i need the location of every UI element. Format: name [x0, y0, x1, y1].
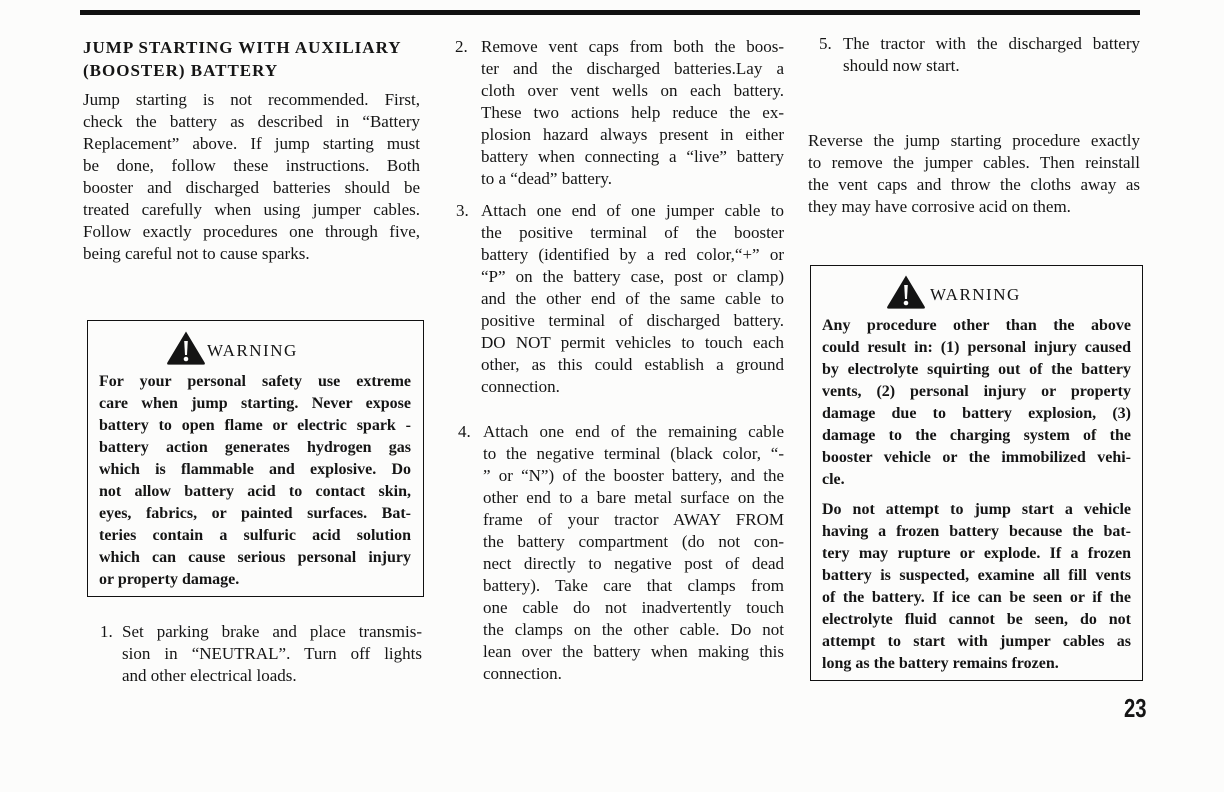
closing-paragraph — [808, 130, 1140, 218]
step-3-text — [481, 200, 784, 398]
intro-paragraph-line: Jump starting is not recommended. First, — [83, 90, 420, 109]
step-4-text — [483, 421, 784, 685]
warning-box-procedure — [810, 265, 1143, 681]
step-1-text-line: sion in “NEUTRAL”. Turn off lights — [122, 644, 422, 663]
section-heading-line: (BOOSTER) BATTERY — [83, 61, 279, 80]
intro-paragraph-line: Replacement” above. If jump starting must — [83, 134, 420, 153]
step-5-text — [843, 33, 1140, 77]
step-1-text-line: and other electrical loads. — [122, 666, 297, 685]
warning-text-line: by electrolyte squirting out of the battery — [822, 361, 1131, 378]
warning-label: WARNING — [930, 285, 1021, 304]
step-number: 1. — [100, 622, 113, 641]
step-2-text-line: to a “dead” battery. — [481, 169, 613, 188]
step-4-text-line: nect directly to negative post of dead — [483, 554, 784, 573]
step-4-text-line: other end to a bare metal surface on the — [483, 488, 784, 507]
warning-text — [99, 371, 411, 591]
step-4-text-line: ” or “N”) of the booster battery, and the — [483, 466, 784, 485]
warning-text-line: long as the battery remains frozen. — [822, 655, 1059, 672]
warning-text-line: battery is suspected, examine all fill vents — [822, 567, 1131, 584]
warning-text-line: booster vehicle or the immobilized vehi- — [822, 449, 1131, 466]
header-rule — [80, 10, 1140, 15]
step-number: 5. — [819, 34, 832, 53]
step-number: 2. — [455, 37, 468, 56]
step-4-text-line: connection. — [483, 664, 562, 683]
section-heading-line: JUMP STARTING WITH AUXILIARY — [83, 38, 402, 57]
step-2-text-line: Remove vent caps from both the boos- — [481, 37, 784, 56]
warning-text-line: battery action generates hydrogen gas — [99, 439, 411, 456]
step-4-text-line: frame of your tractor AWAY FROM — [483, 510, 784, 529]
intro-paragraph-line: booster and discharged batteries should be — [83, 178, 420, 197]
step-3-text-line: “P” on the battery case, post or clamp) — [481, 267, 784, 286]
warning-text-line: damage to the charging system of the — [822, 427, 1131, 444]
warning-text — [822, 499, 1131, 675]
closing-paragraph-line: they may have corrosive acid on them. — [808, 197, 1071, 216]
step-number: 3. — [456, 201, 469, 220]
closing-paragraph-line: to remove the jumper cables. Then reinstall — [808, 153, 1140, 172]
warning-text-line: attempt to start with jumper cables as — [822, 633, 1131, 650]
step-3-text-line: other, as this could establish a ground — [481, 355, 784, 374]
warning-text-line: of the battery. If ice can be seen or if the — [822, 589, 1131, 606]
step-1-text — [122, 621, 422, 687]
warning-text-line: cle. — [822, 471, 845, 488]
page-number: 23 — [1124, 693, 1147, 723]
intro-paragraph-line: be done, follow these instructions. Both — [83, 156, 420, 175]
step-3-text-line: DO NOT permit vehicles to touch each — [481, 333, 784, 352]
warning-text-line: or property damage. — [99, 571, 240, 588]
step-4-text-line: to the negative terminal (black color, “- — [483, 444, 784, 463]
warning-text-line: not allow battery acid to contact skin, — [99, 483, 411, 500]
step-4-text-line: Attach one end of the remaining cable — [483, 422, 784, 441]
warning-text-line: teries contain a sulfuric acid solution — [99, 527, 411, 544]
step-4-text-line: lean over the battery when making this — [483, 642, 784, 661]
step-2-text-line: ter and the discharged batteries.Lay a — [481, 59, 784, 78]
section-heading — [83, 36, 423, 82]
step-2-text — [481, 36, 784, 190]
step-4-text-line: battery). Take care that clamps from — [483, 576, 784, 595]
warning-text-line: Any procedure other than the above — [822, 317, 1131, 334]
step-4-text-line: one cable do not inadvertently touch — [483, 598, 784, 617]
intro-paragraph-line: check the battery as described in “Battery — [83, 112, 420, 131]
step-5-text-line: The tractor with the discharged battery — [843, 34, 1140, 53]
step-2-text-line: These two actions help reduce the ex- — [481, 103, 784, 122]
warning-text-line: tery may rupture or explode. If a frozen — [822, 545, 1131, 562]
warning-text-line: which can cause serious personal injury — [99, 549, 411, 566]
warning-text-line: Do not attempt to jump start a vehicle — [822, 501, 1131, 518]
warning-text-line: damage due to battery explosion, (3) — [822, 405, 1131, 422]
closing-paragraph-line: the vent caps and throw the cloths away as — [808, 175, 1140, 194]
step-3-text-line: battery (identified by a red color,“+” or — [481, 245, 784, 264]
step-3-text-line: connection. — [481, 377, 560, 396]
warning-label: WARNING — [207, 341, 298, 360]
closing-paragraph-line: Reverse the jump starting procedure exactly — [808, 131, 1140, 150]
warning-box-personal-safety — [87, 320, 424, 597]
step-2-text-line: plosion hazard always present in either — [481, 125, 784, 144]
warning-text-line: battery to open flame or electric spark - — [99, 417, 411, 434]
warning-text-line: could result in: (1) personal injury caused — [822, 339, 1131, 356]
step-4-text-line: the clamps on the other cable. Do not — [483, 620, 784, 639]
intro-paragraph — [83, 89, 420, 265]
warning-text-line: For your personal safety use extreme — [99, 373, 411, 390]
intro-paragraph-line: being careful not to cause sparks. — [83, 244, 310, 263]
warning-text — [822, 315, 1131, 491]
warning-text-line: vents, (2) personal injury or property — [822, 383, 1131, 400]
step-3-text-line: the positive terminal of the booster — [481, 223, 784, 242]
warning-text-line: eyes, fabrics, or painted surfaces. Bat- — [99, 505, 411, 522]
intro-paragraph-line: treated carefully when using jumper cables. — [83, 200, 420, 219]
warning-text-line: having a frozen battery because the bat- — [822, 523, 1131, 540]
warning-text-line: care when jump starting. Never expose — [99, 395, 411, 412]
step-2-text-line: battery when connecting a “live” battery — [481, 147, 784, 166]
step-1-text-line: Set parking brake and place transmis- — [122, 622, 422, 641]
step-5-text-line: should now start. — [843, 56, 960, 75]
warning-triangle-icon — [166, 330, 206, 366]
step-4-text-line: the battery compartment (do not con- — [483, 532, 784, 551]
step-3-text-line: and the other end of the same cable to — [481, 289, 784, 308]
step-3-text-line: Attach one end of one jumper cable to — [481, 201, 784, 220]
warning-triangle-icon — [886, 274, 926, 310]
step-3-text-line: positive terminal of discharged battery. — [481, 311, 784, 330]
step-number: 4. — [458, 422, 471, 441]
intro-paragraph-line: Follow exactly procedures one through five, — [83, 222, 420, 241]
warning-text-line: which is flammable and explosive. Do — [99, 461, 411, 478]
warning-text-line: electrolyte fluid cannot be seen, do not — [822, 611, 1131, 628]
step-2-text-line: cloth over vent wells on each battery. — [481, 81, 784, 100]
